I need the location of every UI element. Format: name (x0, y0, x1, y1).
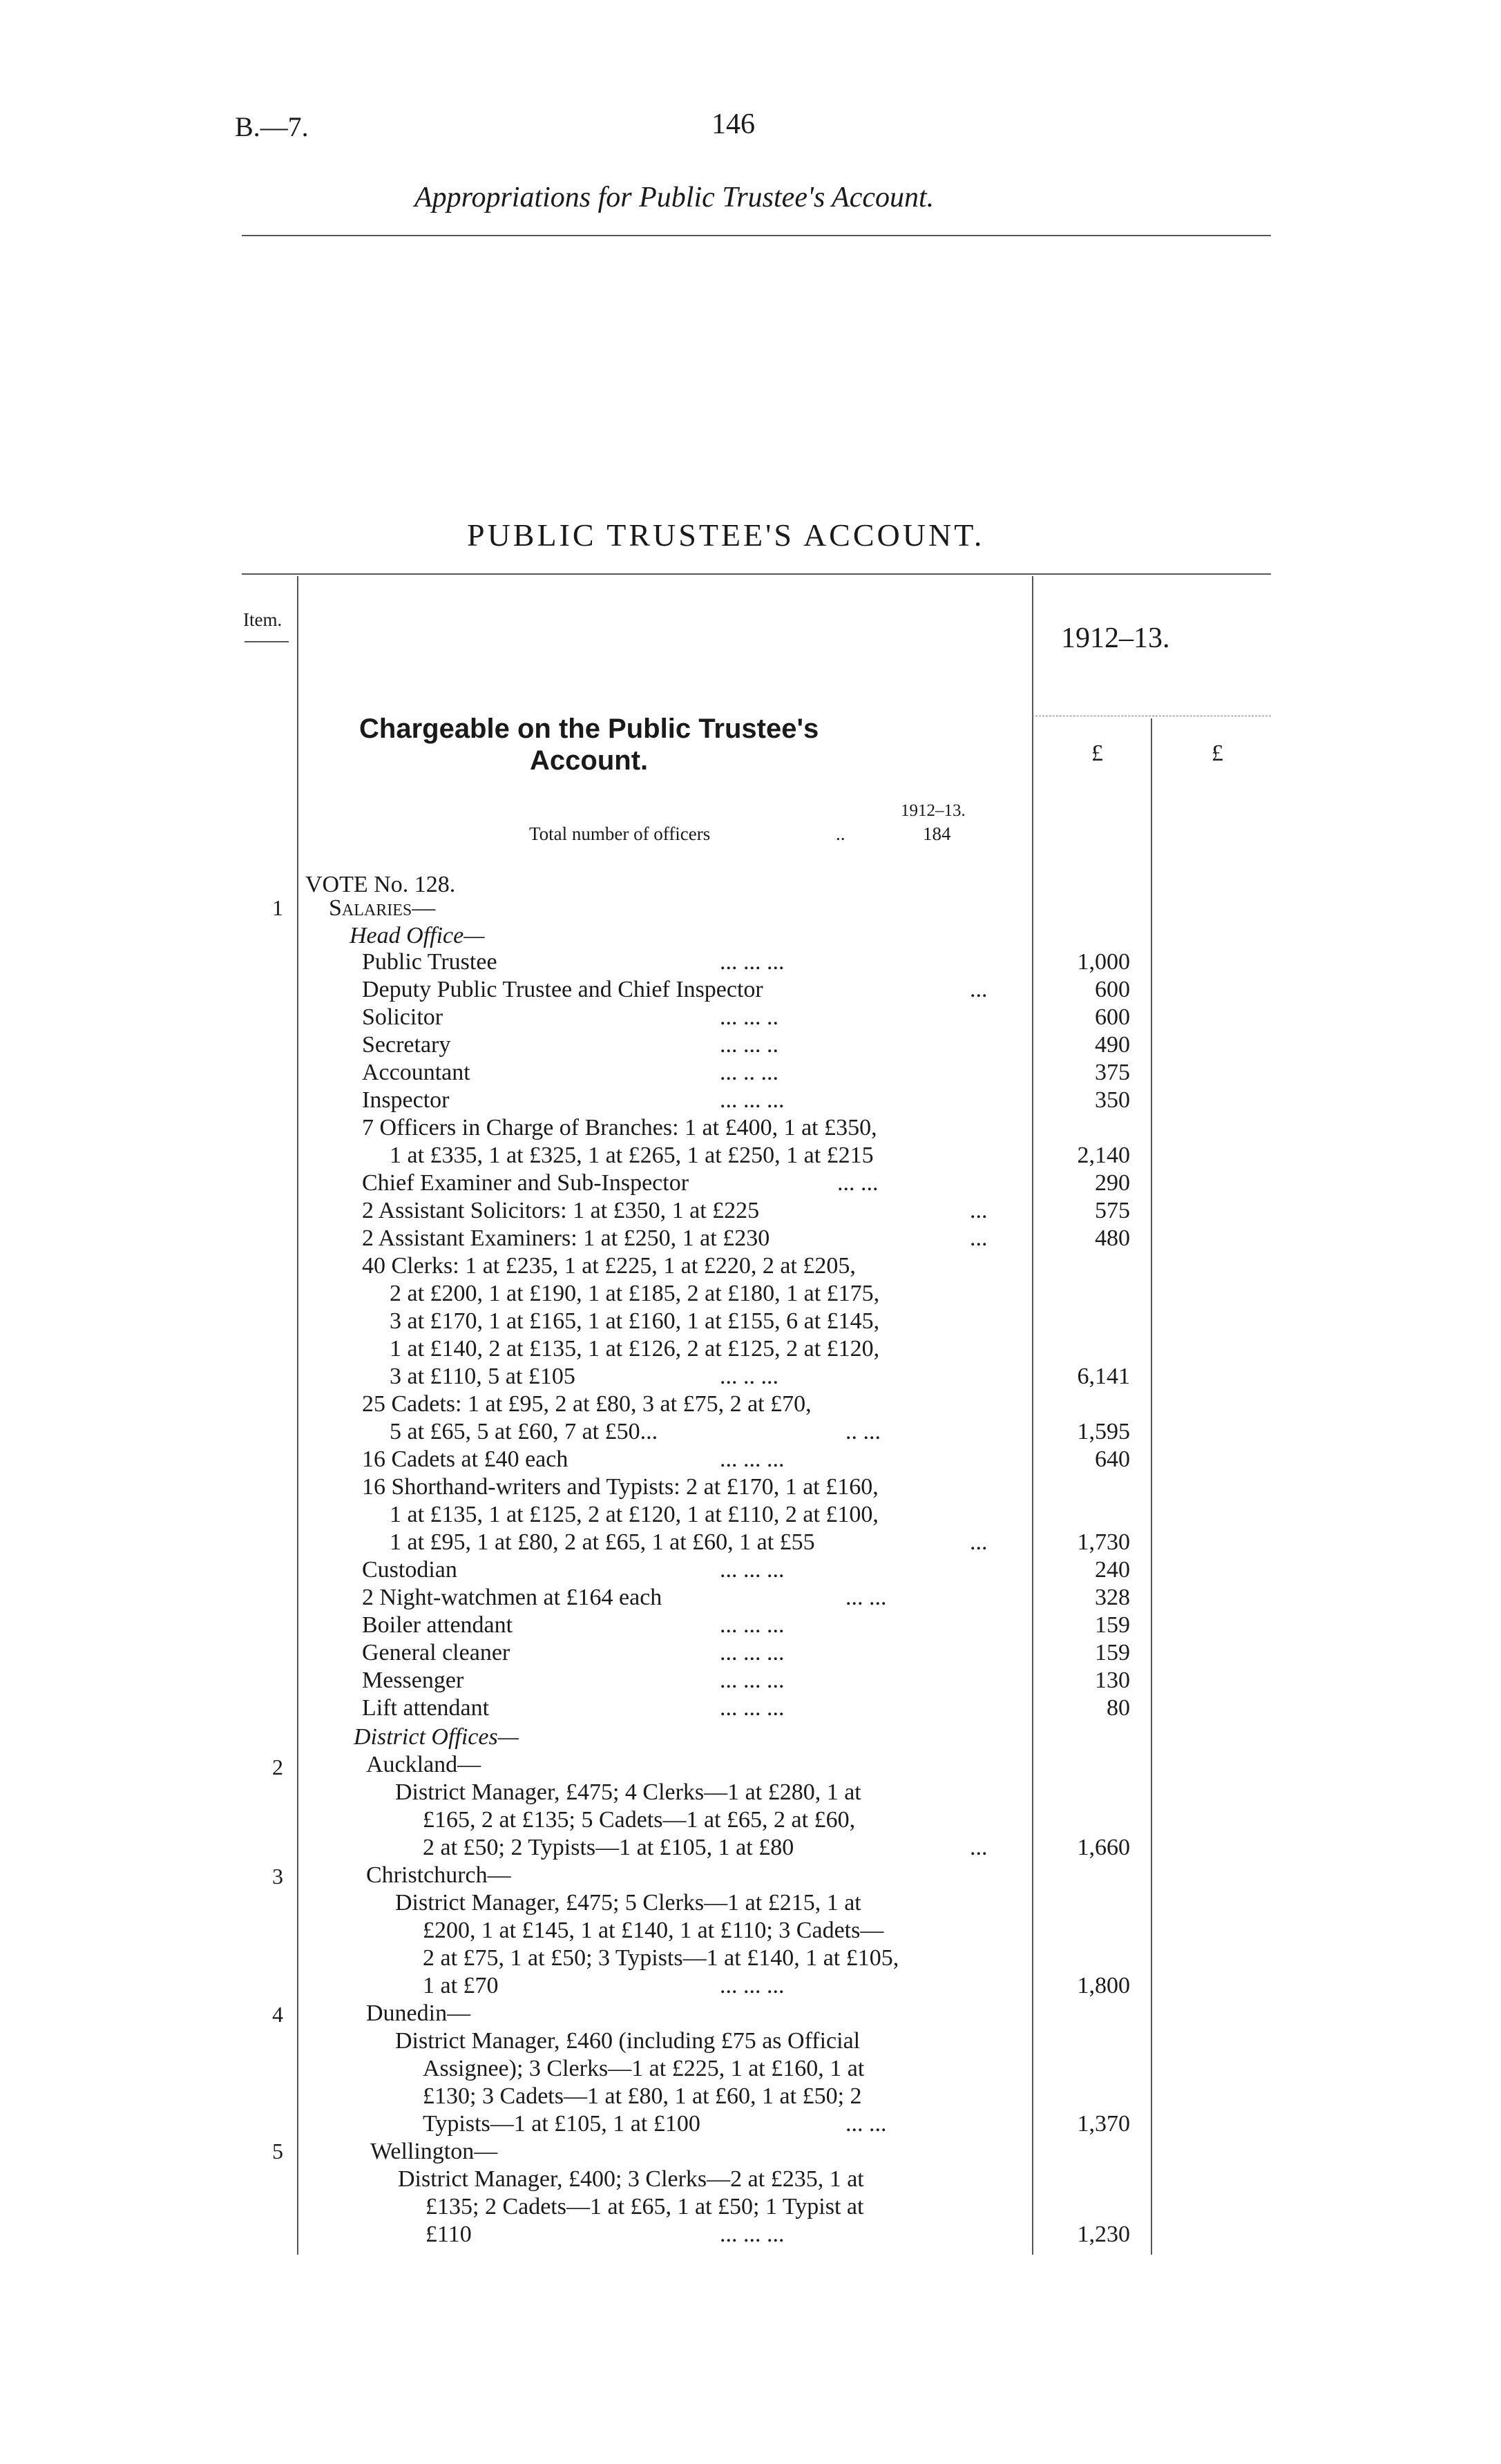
pound-sign-col2: £ (1212, 741, 1223, 766)
year-column-header: 1912–13. (1061, 622, 1170, 654)
list-item: Secretary (362, 1032, 451, 1058)
list-item-continuation: 1 at £335, 1 at £325, 1 at £265, 1 at £250, 1 at £215 (390, 1143, 874, 1168)
list-item-continuation: £110 (426, 2222, 472, 2247)
amount: 2,140 (1077, 1143, 1130, 1168)
list-item: 16 Cadets at £40 each (362, 1446, 568, 1472)
list-item: Messenger (362, 1668, 464, 1693)
list-item-continuation: 1 at £70 (423, 1973, 499, 1998)
amount: 375 (1095, 1060, 1130, 1085)
leader-dots: ... (970, 1835, 988, 1860)
leader-dots: ... ... .. (720, 1032, 778, 1058)
list-item: District Manager, £460 (including £75 as Official (395, 2028, 861, 2054)
list-item-continuation: £130; 3 Cadets—1 at £80, 1 at £60, 1 at £50; 2 (423, 2083, 862, 2109)
amount: 130 (1095, 1668, 1130, 1693)
amount: 1,230 (1077, 2222, 1130, 2247)
leader-dots: ... ... ... (720, 1668, 785, 1693)
district-heading: Auckland— (366, 1752, 481, 1777)
list-item-continuation: 1 at £135, 1 at £125, 2 at £120, 1 at £110, 2 at £100, (390, 1502, 879, 1527)
header-rule (242, 235, 1271, 236)
amount: 80 (1107, 1695, 1130, 1721)
list-item-continuation: 5 at £65, 5 at £60, 7 at £50... (390, 1419, 658, 1444)
list-item: District Manager, £475; 4 Clerks—1 at £280, 1 at (395, 1779, 861, 1805)
item-number: 1 (272, 895, 283, 920)
leader-dots: ... ... (845, 2111, 887, 2137)
amount: 480 (1095, 1225, 1130, 1251)
list-item-continuation: 2 at £50; 2 Typists—1 at £105, 1 at £80 (423, 1835, 794, 1860)
section-heading: Salaries— (329, 895, 436, 921)
list-item: 2 Assistant Examiners: 1 at £250, 1 at £230 (362, 1225, 770, 1251)
leader-dots: ... (970, 1225, 988, 1251)
list-item: Inspector (362, 1087, 450, 1113)
item-number: 4 (272, 2002, 283, 2027)
list-item-continuation: 3 at £110, 5 at £105 (390, 1364, 575, 1389)
list-item: Boiler attendant (362, 1612, 513, 1638)
amount: 1,595 (1077, 1419, 1130, 1444)
list-item: District Manager, £400; 3 Clerks—2 at £235, 1 at (398, 2166, 864, 2192)
amount: 600 (1095, 1004, 1130, 1030)
leader-dots: ... ... ... (720, 1695, 785, 1721)
officers-value: 184 (923, 823, 951, 844)
leader-dots: ... .. ... (720, 1364, 778, 1389)
running-title: Appropriations for Public Trustee's Account. (414, 182, 935, 213)
list-item: Custodian (362, 1557, 457, 1583)
amount: 290 (1095, 1170, 1130, 1196)
leader-dots: ... ... ... (720, 1640, 785, 1665)
vote-number: VOTE No. 128. (305, 872, 456, 897)
amount: 159 (1095, 1640, 1130, 1665)
page-number: 146 (711, 108, 755, 140)
amount: 240 (1095, 1557, 1130, 1583)
leader-dots: ... ... ... (720, 1446, 785, 1472)
item-header-underline (245, 641, 289, 642)
amount: 600 (1095, 977, 1130, 1002)
list-item: Accountant (362, 1060, 470, 1085)
leader-dots: ... ... ... (720, 1087, 785, 1113)
leader-dots: ... ... .. (720, 1004, 778, 1030)
amount: 350 (1095, 1087, 1130, 1113)
inner-amount-divider (1151, 718, 1152, 2255)
leader-dots: ... ... ... (720, 1612, 785, 1638)
list-item: Lift attendant (362, 1695, 490, 1721)
list-item-continuation: 2 at £200, 1 at £190, 1 at £185, 2 at £180, 1 at £175, (390, 1281, 880, 1306)
officers-dots: .. (836, 823, 845, 844)
list-item: 7 Officers in Charge of Branches: 1 at £400, 1 at £350, (362, 1115, 877, 1140)
officers-year: 1912–13. (901, 801, 966, 820)
item-number: 5 (272, 2139, 283, 2164)
list-item-continuation: £135; 2 Cadets—1 at £65, 1 at £50; 1 Typist at (426, 2194, 864, 2219)
list-item: 2 Assistant Solicitors: 1 at £350, 1 at £225 (362, 1198, 760, 1223)
list-item: 16 Shorthand-writers and Typists: 2 at £170, 1 at £160, (362, 1474, 879, 1500)
list-item-continuation: £165, 2 at £135; 5 Cadets—1 at £65, 2 at £60, (423, 1807, 856, 1833)
district-heading: Christchurch— (366, 1862, 511, 1888)
leader-dots: ... ... ... (720, 1973, 785, 1998)
list-item-continuation: 1 at £95, 1 at £80, 2 at £65, 1 at £60, 1 at £55 (390, 1529, 815, 1555)
list-item: Solicitor (362, 1004, 443, 1030)
list-item-continuation: 3 at £170, 1 at £165, 1 at £160, 1 at £155, 6 at £145, (390, 1308, 880, 1334)
title-rule (242, 573, 1271, 575)
item-number: 3 (272, 1864, 283, 1889)
item-number: 2 (272, 1755, 283, 1779)
leader-dots: ... (970, 977, 988, 1002)
list-item: 25 Cadets: 1 at £95, 2 at £80, 3 at £75, 2 at £70, (362, 1391, 812, 1417)
list-item: Chief Examiner and Sub-Inspector (362, 1170, 689, 1196)
officers-label: Total number of officers (529, 823, 711, 844)
list-item: Public Trustee (362, 949, 497, 975)
subsection-heading: District Offices— (354, 1724, 519, 1750)
district-heading: Wellington— (370, 2139, 498, 2164)
list-item: 40 Clerks: 1 at £235, 1 at £225, 1 at £220, 2 at £205, (362, 1253, 856, 1279)
amount: 490 (1095, 1032, 1130, 1058)
leader-dots: ... ... ... (720, 2222, 785, 2247)
amount: 328 (1095, 1585, 1130, 1610)
list-item: District Manager, £475; 5 Clerks—1 at £215, 1 at (395, 1890, 861, 1916)
amount: 1,370 (1077, 2111, 1130, 2137)
leader-dots: ... (970, 1529, 988, 1555)
leader-dots: ... ... ... (720, 1557, 785, 1583)
district-heading: Dunedin— (366, 2000, 471, 2026)
leader-dots: .. ... (845, 1419, 881, 1444)
amount: 640 (1095, 1446, 1130, 1472)
amount-column-divider (1032, 576, 1033, 2255)
amount: 6,141 (1077, 1364, 1130, 1389)
list-item-continuation: 2 at £75, 1 at £50; 3 Typists—1 at £140, 1 at £105, (423, 1945, 899, 1971)
page-title: PUBLIC TRUSTEE'S ACCOUNT. (467, 517, 985, 553)
pound-sign-col1: £ (1091, 741, 1103, 766)
amount: 1,000 (1077, 949, 1130, 975)
list-item: General cleaner (362, 1640, 510, 1665)
page-reference: B.—7. (235, 111, 309, 142)
amount: 1,730 (1077, 1529, 1130, 1555)
list-item-continuation: 1 at £140, 2 at £135, 1 at £126, 2 at £125, 2 at £120, (390, 1336, 880, 1362)
chargeable-heading-line2: Account. (530, 745, 649, 776)
list-item-continuation: Assignee); 3 Clerks—1 at £225, 1 at £160, 1 at (423, 2056, 865, 2081)
subsection-heading: Head Office— (350, 923, 485, 948)
leader-dots: ... ... ... (720, 949, 785, 975)
leader-dots: ... ... (837, 1170, 879, 1196)
amount: 575 (1095, 1198, 1130, 1223)
item-column-divider (297, 576, 298, 2255)
list-item-continuation: £200, 1 at £145, 1 at £140, 1 at £110; 3 Cadets— (423, 1918, 884, 1943)
leader-dots: ... ... (845, 1585, 887, 1610)
amount: 159 (1095, 1612, 1130, 1638)
amount: 1,660 (1077, 1835, 1130, 1860)
list-item: Deputy Public Trustee and Chief Inspector (362, 977, 763, 1002)
item-column-header: Item. (243, 609, 283, 630)
list-item: 2 Night-watchmen at £164 each (362, 1585, 662, 1610)
chargeable-heading-line1: Chargeable on the Public Trustee's (359, 714, 819, 744)
leader-dots: ... .. ... (720, 1060, 778, 1085)
amount: 1,800 (1077, 1973, 1130, 1998)
chargeable-heading (359, 713, 819, 776)
list-item-continuation: Typists—1 at £105, 1 at £100 (423, 2111, 700, 2137)
leader-dots: ... (970, 1198, 988, 1223)
